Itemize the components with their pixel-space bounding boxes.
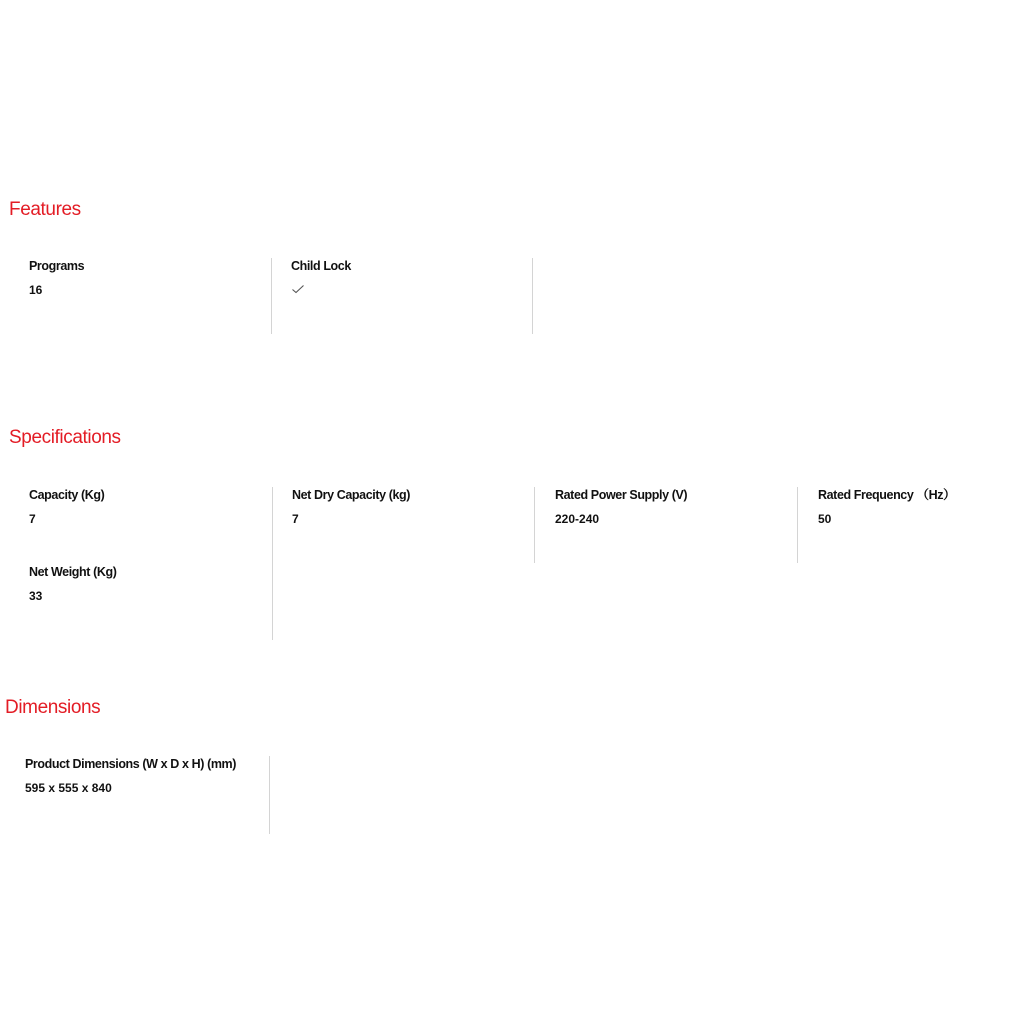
specifications-heading: Specifications	[9, 427, 121, 448]
spec-net-dry-capacity	[292, 487, 410, 527]
column-divider	[269, 756, 270, 834]
spec-net-weight	[29, 564, 117, 604]
column-divider	[271, 258, 272, 334]
column-divider	[272, 487, 273, 640]
spec-rated-frequency-label: Rated Frequency （Hz）	[818, 488, 956, 502]
features-heading: Features	[9, 199, 81, 220]
spec-net-dry-capacity-value: 7	[292, 512, 299, 526]
dimensions-heading: Dimensions	[5, 697, 101, 718]
feature-child-lock	[291, 258, 351, 295]
spec-net-weight-value: 33	[29, 589, 43, 603]
spec-net-weight-label: Net Weight (Kg)	[29, 565, 117, 579]
spec-rated-power-supply-value: 220-240	[555, 512, 600, 526]
spec-rated-frequency	[818, 487, 955, 527]
check-icon	[291, 283, 305, 295]
dimension-product-label: Product Dimensions (W x D x H) (mm)	[25, 757, 237, 771]
dimension-product	[25, 756, 236, 796]
column-divider	[532, 258, 533, 334]
spec-net-dry-capacity-label: Net Dry Capacity (kg)	[292, 488, 411, 502]
spec-capacity-value: 7	[29, 512, 36, 526]
spec-capacity-label: Capacity (Kg)	[29, 488, 105, 502]
column-divider	[534, 487, 535, 563]
spec-capacity	[29, 487, 104, 527]
feature-programs-label: Programs	[29, 259, 85, 273]
dimension-product-value: 595 x 555 x 840	[25, 781, 112, 795]
column-divider	[797, 487, 798, 563]
feature-programs	[29, 258, 84, 298]
spec-rated-power-supply	[555, 487, 687, 527]
spec-rated-frequency-value: 50	[818, 512, 832, 526]
spec-rated-power-supply-label: Rated Power Supply (V)	[555, 488, 688, 502]
feature-child-lock-label: Child Lock	[291, 259, 351, 273]
feature-programs-value: 16	[29, 283, 43, 297]
